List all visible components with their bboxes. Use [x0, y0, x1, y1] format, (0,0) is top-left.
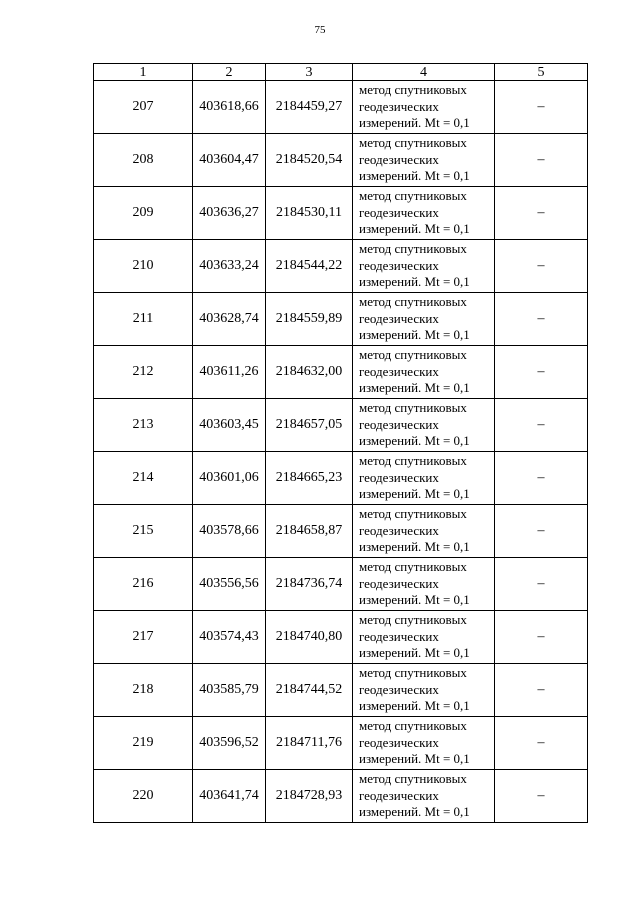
method-cell: метод спутниковых геодезических измерений. Mt = 0,1 — [353, 293, 495, 346]
table-row — [94, 134, 588, 187]
coordinates-table — [93, 63, 588, 823]
point-number-cell: 210 — [94, 240, 193, 293]
x-coordinate-cell: 403618,66 — [193, 81, 266, 134]
table-row — [94, 240, 588, 293]
note-cell: – — [495, 664, 588, 717]
page-number: 75 — [314, 24, 326, 36]
note-cell: – — [495, 346, 588, 399]
note-cell: – — [495, 293, 588, 346]
point-number-cell: 218 — [94, 664, 193, 717]
header-col-1: 1 — [94, 64, 193, 81]
point-number-cell: 214 — [94, 452, 193, 505]
method-cell: метод спутниковых геодезических измерений. Mt = 0,1 — [353, 240, 495, 293]
x-coordinate-cell: 403604,47 — [193, 134, 266, 187]
note-cell: – — [495, 134, 588, 187]
table-row — [94, 452, 588, 505]
x-coordinate-cell: 403641,74 — [193, 770, 266, 823]
point-number-cell: 212 — [94, 346, 193, 399]
method-cell: метод спутниковых геодезических измерений. Mt = 0,1 — [353, 558, 495, 611]
x-coordinate-cell: 403603,45 — [193, 399, 266, 452]
method-cell: метод спутниковых геодезических измерений. Mt = 0,1 — [353, 505, 495, 558]
table-row — [94, 558, 588, 611]
y-coordinate-cell: 2184665,23 — [266, 452, 353, 505]
table-header — [94, 64, 588, 81]
note-cell: – — [495, 505, 588, 558]
note-cell: – — [495, 187, 588, 240]
note-cell: – — [495, 452, 588, 505]
point-number-cell: 207 — [94, 81, 193, 134]
point-number-cell: 219 — [94, 717, 193, 770]
table-body — [94, 81, 588, 823]
table-row — [94, 399, 588, 452]
point-number-cell: 215 — [94, 505, 193, 558]
method-cell: метод спутниковых геодезических измерений. Mt = 0,1 — [353, 452, 495, 505]
note-cell: – — [495, 770, 588, 823]
method-cell: метод спутниковых геодезических измерений. Mt = 0,1 — [353, 134, 495, 187]
table-row — [94, 187, 588, 240]
point-number-cell: 220 — [94, 770, 193, 823]
table-row — [94, 611, 588, 664]
method-cell: метод спутниковых геодезических измерений. Mt = 0,1 — [353, 611, 495, 664]
y-coordinate-cell: 2184530,11 — [266, 187, 353, 240]
point-number-cell: 209 — [94, 187, 193, 240]
method-cell: метод спутниковых геодезических измерений. Mt = 0,1 — [353, 399, 495, 452]
header-row — [94, 64, 588, 81]
y-coordinate-cell: 2184559,89 — [266, 293, 353, 346]
x-coordinate-cell: 403556,56 — [193, 558, 266, 611]
header-col-5: 5 — [495, 64, 588, 81]
point-number-cell: 211 — [94, 293, 193, 346]
x-coordinate-cell: 403611,26 — [193, 346, 266, 399]
note-cell: – — [495, 81, 588, 134]
x-coordinate-cell: 403628,74 — [193, 293, 266, 346]
note-cell: – — [495, 399, 588, 452]
point-number-cell: 216 — [94, 558, 193, 611]
point-number-cell: 217 — [94, 611, 193, 664]
x-coordinate-cell: 403633,24 — [193, 240, 266, 293]
table-row — [94, 81, 588, 134]
table-row — [94, 664, 588, 717]
table-row — [94, 505, 588, 558]
method-cell: метод спутниковых геодезических измерений. Mt = 0,1 — [353, 717, 495, 770]
y-coordinate-cell: 2184459,27 — [266, 81, 353, 134]
note-cell: – — [495, 558, 588, 611]
header-col-3: 3 — [266, 64, 353, 81]
method-cell: метод спутниковых геодезических измерений. Mt = 0,1 — [353, 770, 495, 823]
y-coordinate-cell: 2184544,22 — [266, 240, 353, 293]
x-coordinate-cell: 403636,27 — [193, 187, 266, 240]
point-number-cell: 213 — [94, 399, 193, 452]
method-cell: метод спутниковых геодезических измерений. Mt = 0,1 — [353, 81, 495, 134]
note-cell: – — [495, 611, 588, 664]
y-coordinate-cell: 2184520,54 — [266, 134, 353, 187]
x-coordinate-cell: 403578,66 — [193, 505, 266, 558]
y-coordinate-cell: 2184711,76 — [266, 717, 353, 770]
header-col-2: 2 — [193, 64, 266, 81]
x-coordinate-cell: 403596,52 — [193, 717, 266, 770]
y-coordinate-cell: 2184740,80 — [266, 611, 353, 664]
x-coordinate-cell: 403585,79 — [193, 664, 266, 717]
method-cell: метод спутниковых геодезических измерений. Mt = 0,1 — [353, 187, 495, 240]
y-coordinate-cell: 2184658,87 — [266, 505, 353, 558]
x-coordinate-cell: 403601,06 — [193, 452, 266, 505]
x-coordinate-cell: 403574,43 — [193, 611, 266, 664]
table-row — [94, 717, 588, 770]
note-cell: – — [495, 240, 588, 293]
header-col-4: 4 — [353, 64, 495, 81]
y-coordinate-cell: 2184632,00 — [266, 346, 353, 399]
point-number-cell: 208 — [94, 134, 193, 187]
y-coordinate-cell: 2184657,05 — [266, 399, 353, 452]
table-row — [94, 293, 588, 346]
note-cell: – — [495, 717, 588, 770]
method-cell: метод спутниковых геодезических измерений. Mt = 0,1 — [353, 664, 495, 717]
y-coordinate-cell: 2184728,93 — [266, 770, 353, 823]
table-row — [94, 346, 588, 399]
y-coordinate-cell: 2184744,52 — [266, 664, 353, 717]
method-cell: метод спутниковых геодезических измерений. Mt = 0,1 — [353, 346, 495, 399]
table-row — [94, 770, 588, 823]
y-coordinate-cell: 2184736,74 — [266, 558, 353, 611]
